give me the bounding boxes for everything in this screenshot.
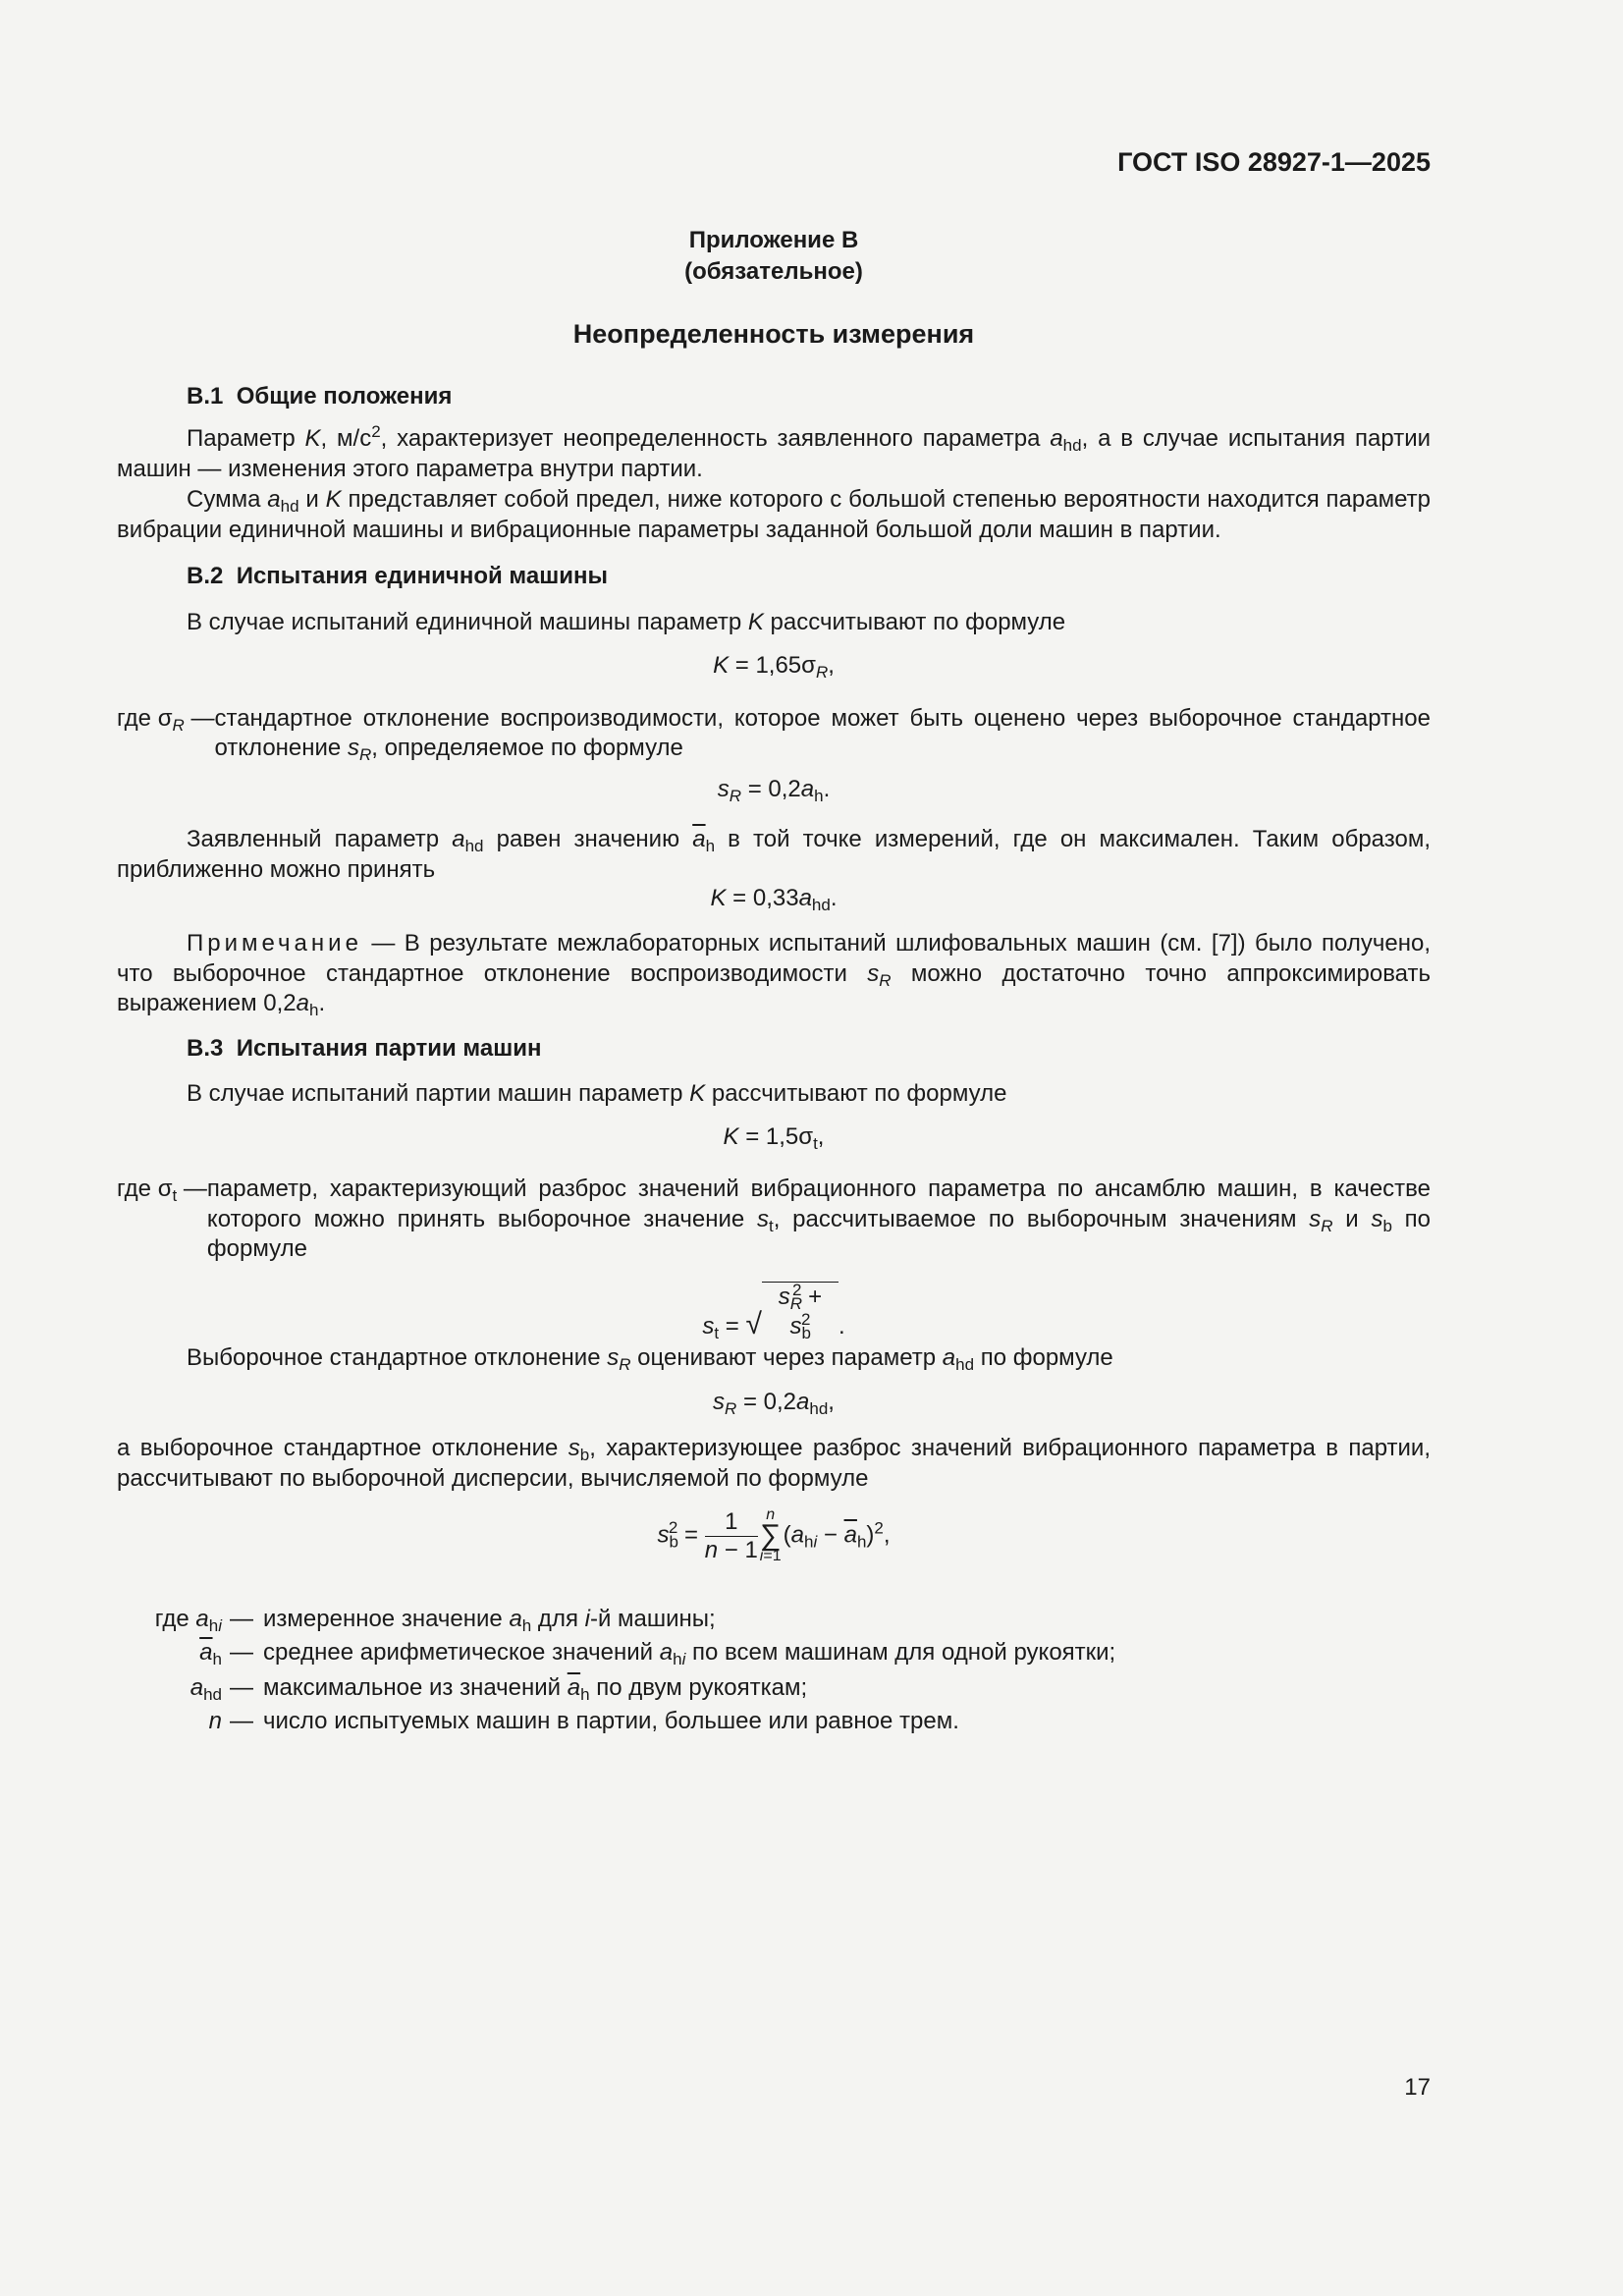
definition-row: $a_{hd}$ — максимальное из значений $\overline{a}_h$ по двум рукояткам; (189, 1674, 808, 1704)
appendix-status: (обязательное) (684, 258, 863, 285)
b2-where-sigma: где $\sigma_R$ — стандартное отклонение воспроизводимости, которое может быть оценено через выборочное стандартное отклонение $s_R$, определяемое по формуле (117, 705, 1431, 764)
formula-sr-single: $s_R = 0,2a_h$. (717, 776, 831, 805)
page-number: 17 (1404, 2074, 1431, 2101)
b1-paragraph-2: Сумма $a_{hd}$ и K представляет собой предел, ниже которого с большой степенью вероятности находится параметр вибрации единичной машины и вибрационные параметры заданной большой доли машин в партии. (117, 486, 1431, 543)
definition-row: $\overline{a}_h$ — среднее арифметическое значений $a_{hi}$ по всем машинам для одной рукоятки; (199, 1639, 1116, 1668)
appendix-title: Приложение В (688, 227, 859, 253)
b2-paragraph-1: В случае испытаний единичной машины параметр K рассчитывают по формуле (187, 609, 1066, 635)
b2-paragraph-2: Заявленный параметр $a_{hd}$ равен значению $\overline{a}_h$ в той точке измерений, где он максимален. Таким образом, приближенно можно принять (117, 826, 1432, 883)
formula-k-batch: $K = 1,5\sigma_t$, (723, 1123, 825, 1153)
section-title: Испытания партии машин (236, 1035, 542, 1062)
section-number: B.1 (187, 383, 224, 410)
definition-row: n — число испытуемых машин в партии, большее или равное трем. (208, 1708, 959, 1734)
definition-row: где $a_{hi}$ — измеренное значение $a_h$ для i-й машины; (154, 1606, 716, 1635)
b3-paragraph-1: В случае испытаний партии машин параметр K рассчитывают по формуле (187, 1080, 1007, 1107)
sum-symbol: n ∑ i=1 (759, 1506, 782, 1564)
b3-where-sigma: где $\sigma_t$ — параметр, характеризующий разброс значений вибрационного параметра по ансамблю машин, в качестве которого можно принять выборочное значение $s_t$, рассчитываемое по выборочным значениям $s_R$ и $s_b$ по формуле (117, 1175, 1431, 1262)
document-code: ГОСТ ISO 28927-1—2025 (1117, 147, 1431, 177)
formula-k-033: $K = 0,33a_{hd}$. (710, 885, 838, 914)
section-number: B.2 (187, 563, 224, 589)
section-title: Испытания единичной машины (236, 563, 608, 589)
formula-sr-batch: $s_R = 0,2a_{hd}$, (713, 1389, 835, 1418)
section-b2-heading (187, 562, 608, 591)
b1-paragraph-1: Параметр K, $м/с^2$, характеризует неопределенность заявленного параметра $a_{hd}$, а в случае испытания партии машин — изменения этого параметра внутри партии. (117, 422, 1432, 482)
sqrt-radicand: $s_R^2 + s_b^2$ (762, 1282, 839, 1341)
section-b1-heading (187, 382, 452, 411)
appendix-heading: Неопределенность измерения (572, 319, 975, 349)
variable-definitions (117, 1605, 1115, 1738)
formula-k-single: $K = 1,65\sigma_R$, (713, 652, 835, 682)
section-title: Общие положения (236, 383, 453, 410)
fraction: $\frac{1}{n - 1}$ (704, 1507, 758, 1563)
formula-st: $s_t = √s_R^2 + s_b^2$ . (702, 1281, 845, 1342)
formula-sb-squared: $s_b^2$ = $\frac{1}{n - 1}$ n ∑ $i=1(a_{hi} - \overline{a}_h)^2$, (657, 1506, 891, 1564)
section-number: B.3 (187, 1035, 224, 1062)
b2-note: Примечание — В результате межлабораторных испытаний шлифовальных машин (см. [7]) было получено, что выборочное стандартное отклонение воспроизводимости $s_R$ можно достаточно точно аппроксимировать выражением $0,2a_h$. (117, 930, 1431, 1019)
section-b3-heading (187, 1034, 541, 1064)
b3-paragraph-2: Выборочное стандартное отклонение $s_R$ оценивают через параметр $a_{hd}$ по формуле (187, 1344, 1113, 1374)
b3-paragraph-3: а выборочное стандартное отклонение $s_b$, характеризующее разброс значений вибрационного параметра в партии, рассчитывают по выборочной дисперсии, вычисляемой по формуле (117, 1435, 1432, 1492)
